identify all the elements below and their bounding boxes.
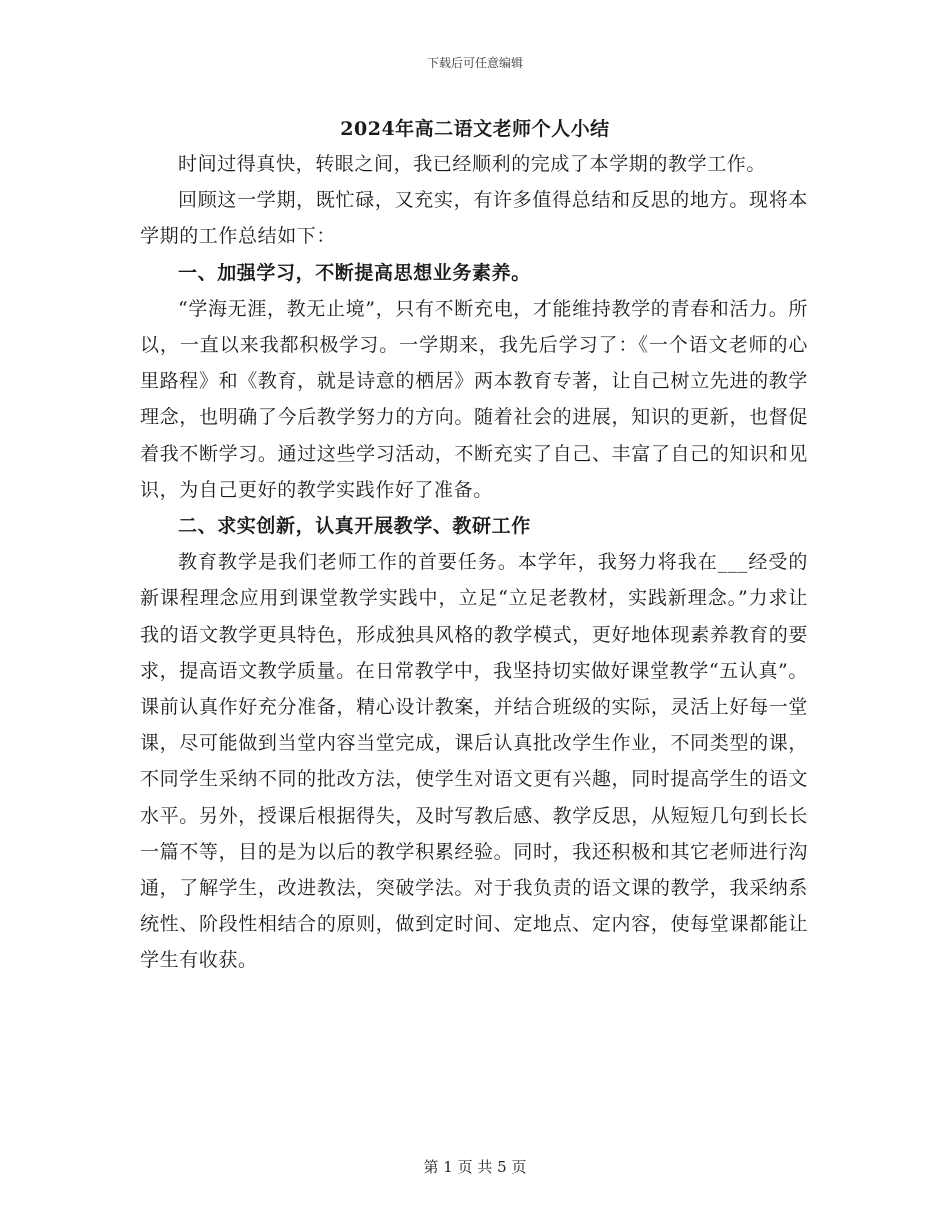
header-note: 下载后可任意编辑 xyxy=(426,56,523,70)
paragraph-teaching: 教育教学是我们老师工作的首要任务。本学年，我努力将我在___经受的新课程理念应用到课堂教学实践中，立足“立足老教材，实践新理念。”力求让我的语文教学更具特色，形成独具风格的教学模式，更好地体现素养教育的要求，提高语文教学质量。在日常教学中，我坚持切实做好课堂教学“五认真”。课前认真作好充分准备，精心设计教案，并结合班级的实际，灵活上好每一堂课，尽可能做到当堂内容当堂完成，课后认真批改学生作业，不同类型的课，不同学生采纳不同的批改方法，使学生对语文更有兴趣，同时提高学生的语文水平。另外，授课后根据得失，及时写教后感、教学反思，从短短几句到长长一篇不等，目的是为以后的教学积累经验。同时，我还积极和其它老师进行沟通，了解学生，改进教法，突破学法。对于我负责的语文课的教学，我采纳系统性、阶段性相结合的原则，做到定时间、定地点、定内容，使每堂课都能让学生有收获。 xyxy=(140,551,808,972)
paragraph-study: “学海无涯，教无止境”，只有不断充电，才能维持教学的青春和活力。所以，一直以来我都积极学习。一学期来，我先后学习了：《一个语文老师的心里路程》和《教育，就是诗意的栖居》两本教育专著，让自己树立先进的教学理念，也明确了今后教学努力的方向。随着社会的进展，知识的更新，也督促着我不断学习。通过这些学习活动，不断充实了自己、丰富了自己的知识和见识，为自己更好的教学实践作好了准备。 xyxy=(140,297,808,501)
page-footer: 第 1 页 共 5 页 xyxy=(423,1158,527,1176)
document-body xyxy=(140,146,808,979)
document-title: 2024年高二语文老师个人小结 xyxy=(340,118,610,140)
section-heading-1: 一、加强学习，不断提高思想业务素养。 xyxy=(178,261,531,284)
paragraph-review: 回顾这一学期，既忙碌，又充实，有许多值得总结和反思的地方。现将本学期的工作总结如下： xyxy=(140,189,808,248)
section-heading-2: 二、求实创新，认真开展教学、教研工作 xyxy=(178,515,531,538)
paragraph-intro: 时间过得真快，转眼之间，我已经顺利的完成了本学期的教学工作。 xyxy=(178,153,767,175)
